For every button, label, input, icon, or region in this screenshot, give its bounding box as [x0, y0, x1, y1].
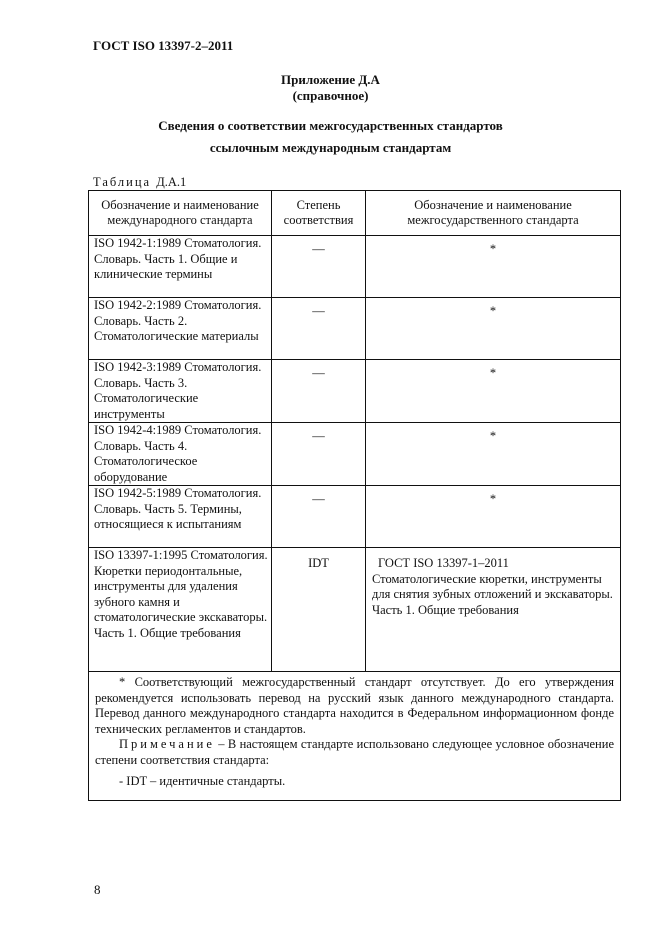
national-standard-cell: * — [366, 423, 621, 486]
table-row — [89, 423, 621, 486]
international-standard-cell: ISO 1942-3:1989 Стоматология. Словарь. Часть 3. Стоматологические инструменты — [89, 360, 272, 423]
footnote: * Соответствующий межгосударственный стандарт отсутствует. До его утверждения рекомендуется использовать перевод на русский язык данного международного стандарта. Перевод данного международного стандарта находится в Федеральном информационном фонде технических регламентов и стандартов. — [95, 675, 614, 736]
national-standard-cell: * — [366, 298, 621, 360]
correspondence-table — [88, 190, 621, 801]
note-text: – В настоящем стандарте использовано следующее условное обозначение степени соответствия стандарта: — [95, 737, 614, 767]
national-standard-cell: * — [366, 486, 621, 548]
table-row — [89, 486, 621, 548]
idt-definition: - IDT – идентичные стандарты. — [119, 774, 286, 788]
table-row — [89, 548, 621, 672]
page-number: 8 — [94, 882, 101, 897]
column-header-national: Обозначение и наименование межгосударственного стандарта — [366, 191, 621, 236]
document-code: ГОСТ ISO 13397-2–2011 — [93, 38, 234, 53]
international-standard-cell: ISO 1942-5:1989 Стоматология. Словарь. Часть 5. Термины, относящиеся к испытаниям — [89, 486, 272, 548]
degree-cell: — — [272, 360, 366, 423]
international-standard-cell: ISO 1942-1:1989 Стоматология. Словарь. Часть 1. Общие и клинические термины — [89, 236, 272, 298]
national-standard-cell: * — [366, 360, 621, 423]
table-row — [89, 236, 621, 298]
degree-cell: — — [272, 298, 366, 360]
national-standard-title: Стоматологические кюретки, инструменты для снятия зубных отложений и экскаваторы. Часть 1. Общие требования — [372, 571, 613, 617]
international-standard-cell: ISO 13397-1:1995 Стоматология. Кюретки периодонтальные, инструменты для удаления зубного камня и стоматологические экскаваторы. Часть 1. Общие требования — [89, 548, 272, 672]
column-header-degree: Степень соответствия — [272, 191, 366, 236]
table-notes-row — [89, 672, 621, 801]
degree-cell: IDT — [272, 548, 366, 672]
national-standard-cell: * — [366, 236, 621, 298]
national-standard-cell — [366, 548, 621, 672]
note — [95, 737, 614, 768]
degree-cell: — — [272, 236, 366, 298]
table-caption — [93, 175, 186, 190]
table-caption-label: Таблица — [93, 175, 152, 189]
section-heading-line-2: ссылочным международным стандартам — [209, 140, 452, 155]
section-heading-line-1: Сведения о соответствии межгосударственных стандартов — [158, 118, 503, 133]
international-standard-cell: ISO 1942-2:1989 Стоматология. Словарь. Часть 2. Стоматологические материалы — [89, 298, 272, 360]
note-label: Примечание — [119, 737, 215, 751]
international-standard-cell: ISO 1942-4:1989 Стоматология. Словарь. Часть 4. Стоматологическое оборудование — [89, 423, 272, 486]
table-header-row — [89, 191, 621, 236]
annex-title: Приложение Д.А — [281, 72, 380, 87]
degree-cell: — — [272, 486, 366, 548]
degree-cell: — — [272, 423, 366, 486]
annex-subtitle: (справочное) — [292, 88, 369, 103]
column-header-international: Обозначение и наименование международного стандарта — [89, 191, 272, 236]
table-caption-number: Д.А.1 — [156, 175, 187, 189]
table-row — [89, 298, 621, 360]
table-notes-cell — [89, 672, 621, 801]
table-row — [89, 360, 621, 423]
national-standard-code: ГОСТ ISO 13397-1–2011 — [378, 556, 509, 570]
